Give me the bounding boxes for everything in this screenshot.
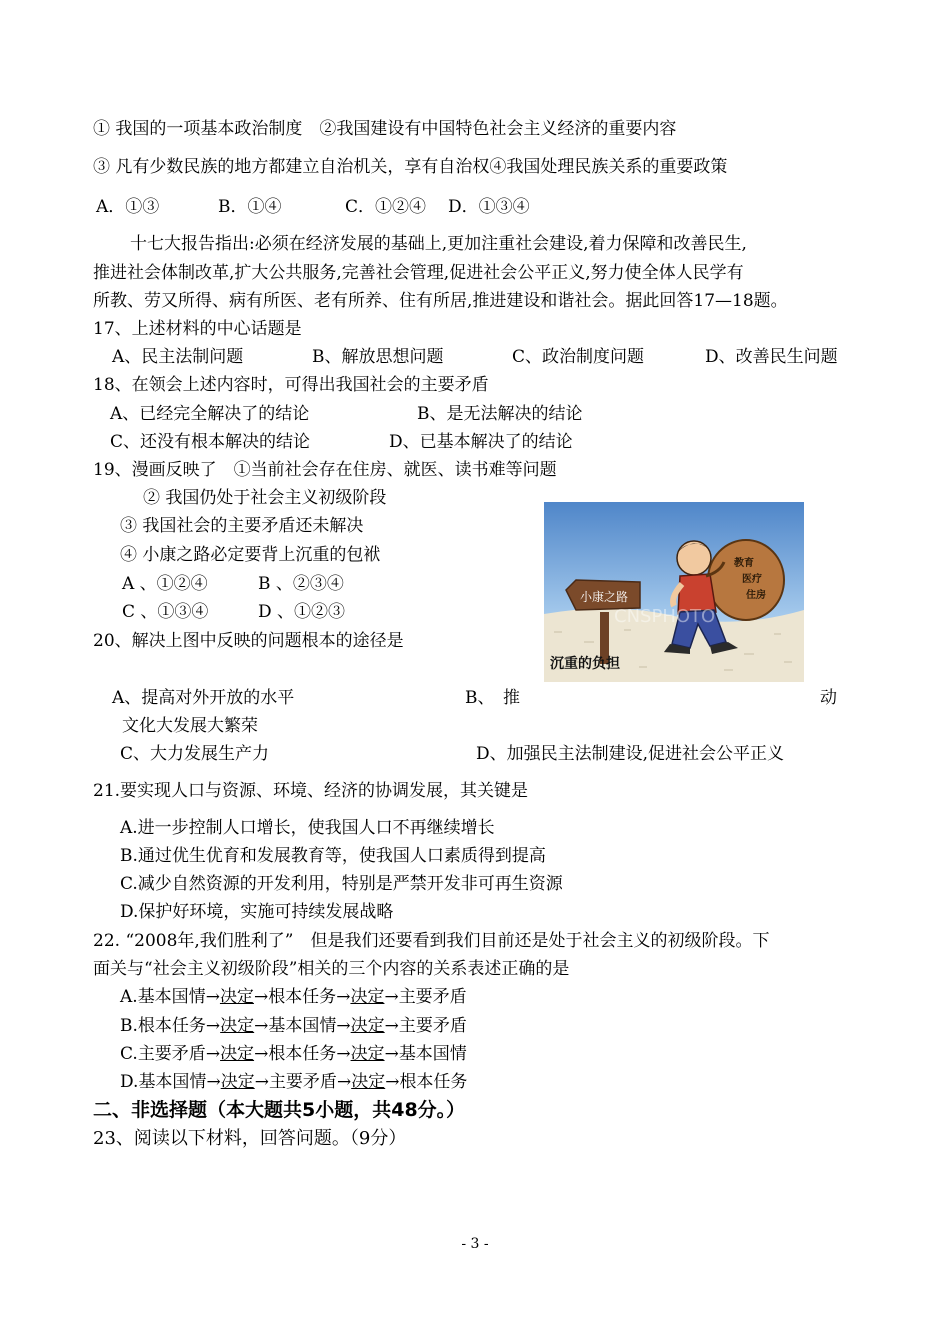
q22-option-b: B.根本任务→决定→基本国情→决定→主要矛盾 <box>120 1016 467 1036</box>
page-number: - 3 - <box>461 1236 489 1252</box>
q19-option-3: ③ 我国社会的主要矛盾还未解决 <box>120 516 364 536</box>
q18-option-c: C、还没有根本解决的结论 <box>110 432 311 452</box>
q16-choice-c: C．①②④ <box>345 197 427 217</box>
q22-stem-line-2: 面关与“社会主义初级阶段”相关的三个内容的关系表述正确的是 <box>93 959 570 979</box>
cartoon-heavy-burden <box>544 502 804 682</box>
q20-option-b-continued: 文化大发展大繁荣 <box>122 716 258 736</box>
bag-label-housing: 住房 <box>746 590 766 601</box>
q19-choice-d: D 、①②③ <box>258 602 346 622</box>
section-2-heading: 二、非选择题（本大题共5小题，共48分。） <box>93 1099 466 1121</box>
q22-option-d: D.基本国情→决定→主要矛盾→决定→根本任务 <box>120 1072 468 1092</box>
q19-option-2: ② 我国仍处于社会主义初级阶段 <box>143 488 387 508</box>
q21-option-b: B.通过优生优育和发展教育等，使我国人口素质得到提高 <box>120 846 546 866</box>
q17-option-a: A、民主法制问题 <box>112 347 244 367</box>
cartoon-drawing <box>544 502 804 682</box>
material-line-3: 所教、劳又所得、病有所医、老有所养、住有所居,推进建设和谐社会。据此回答17—18题。 <box>93 291 788 311</box>
q16-option-3-4: ③ 凡有少数民族的地方都建立自治机关，享有自治权④我国处理民族关系的重要政策 <box>93 157 728 177</box>
q19-option-4: ④ 小康之路必定要背上沉重的包袱 <box>120 545 381 565</box>
q21-option-a: A.进一步控制人口增长，使我国人口不再继续增长 <box>120 818 495 838</box>
q21-option-c: C.减少自然资源的开发利用，特别是严禁开发非可再生资源 <box>120 874 563 894</box>
q18-option-a: A、已经完全解决了的结论 <box>110 404 310 424</box>
watermark: CNSPHOTO <box>614 606 716 627</box>
q22-option-a: A.基本国情→决定→根本任务→决定→主要矛盾 <box>120 987 467 1007</box>
q18-stem: 18、在领会上述内容时，可得出我国社会的主要矛盾 <box>93 375 489 395</box>
q16-option-1-2: ① 我国的一项基本政治制度 ②我国建设有中国特色社会主义经济的重要内容 <box>93 119 677 139</box>
q20-option-a: A、提高对外开放的水平 <box>112 688 295 708</box>
q18-option-b: B、是无法解决的结论 <box>417 404 583 424</box>
material-line-2: 推进社会体制改革,扩大公共服务,完善社会管理,促进社会公平正义,努力使全体人民学有 <box>93 263 744 283</box>
q21-option-d: D.保护好环境，实施可持续发展战略 <box>120 902 394 922</box>
q17-option-d: D、改善民生问题 <box>705 347 838 367</box>
q19-stem: 19、漫画反映了 ①当前社会存在住房、就医、读书难等问题 <box>93 460 557 480</box>
bag-label-education: 教育 <box>734 558 754 569</box>
q16-choice-a: A．①③ <box>96 197 160 217</box>
q16-choice-d: D．①③④ <box>448 197 530 217</box>
q19-choice-c: C 、①③④ <box>122 602 209 622</box>
q23-stem: 23、阅读以下材料，回答问题。（9分） <box>93 1128 407 1149</box>
q20-stem: 20、解决上图中反映的问题根本的途径是 <box>93 631 404 651</box>
q22-stem-line-1: 22. “2008年,我们胜利了” 但是我们还要看到我们目前还是处于社会主义的初级阶段。下 <box>93 931 770 951</box>
cartoon-caption: 沉重的负担 <box>550 656 620 672</box>
q17-stem: 17、上述材料的中心话题是 <box>93 319 302 339</box>
q17-option-c: C、政治制度问题 <box>512 347 645 367</box>
bag-label-medical: 医疗 <box>742 574 762 585</box>
q17-option-b: B、解放思想问题 <box>312 347 444 367</box>
q22-option-c: C.主要矛盾→决定→根本任务→决定→基本国情 <box>120 1044 467 1064</box>
q19-choice-a: A 、①②④ <box>122 574 208 594</box>
q20-option-b-start: B、 推 <box>465 688 520 708</box>
signpost-label: 小康之路 <box>580 590 629 604</box>
q19-choice-b: B 、②③④ <box>258 574 344 594</box>
q20-option-b-end: 动 <box>820 688 837 708</box>
q18-option-d: D、已基本解决了的结论 <box>389 432 573 452</box>
q20-option-c: C、大力发展生产力 <box>120 744 270 764</box>
man-head <box>677 541 711 575</box>
q20-option-d: D、加强民主法制建设,促进社会公平正义 <box>476 744 785 764</box>
q21-stem: 21.要实现人口与资源、环境、经济的协调发展，其关键是 <box>93 781 529 801</box>
material-line-1: 十七大报告指出:必须在经济发展的基础上,更加注重社会建设,着力保障和改善民生, <box>130 234 747 254</box>
q16-choice-b: B．①④ <box>218 197 282 217</box>
